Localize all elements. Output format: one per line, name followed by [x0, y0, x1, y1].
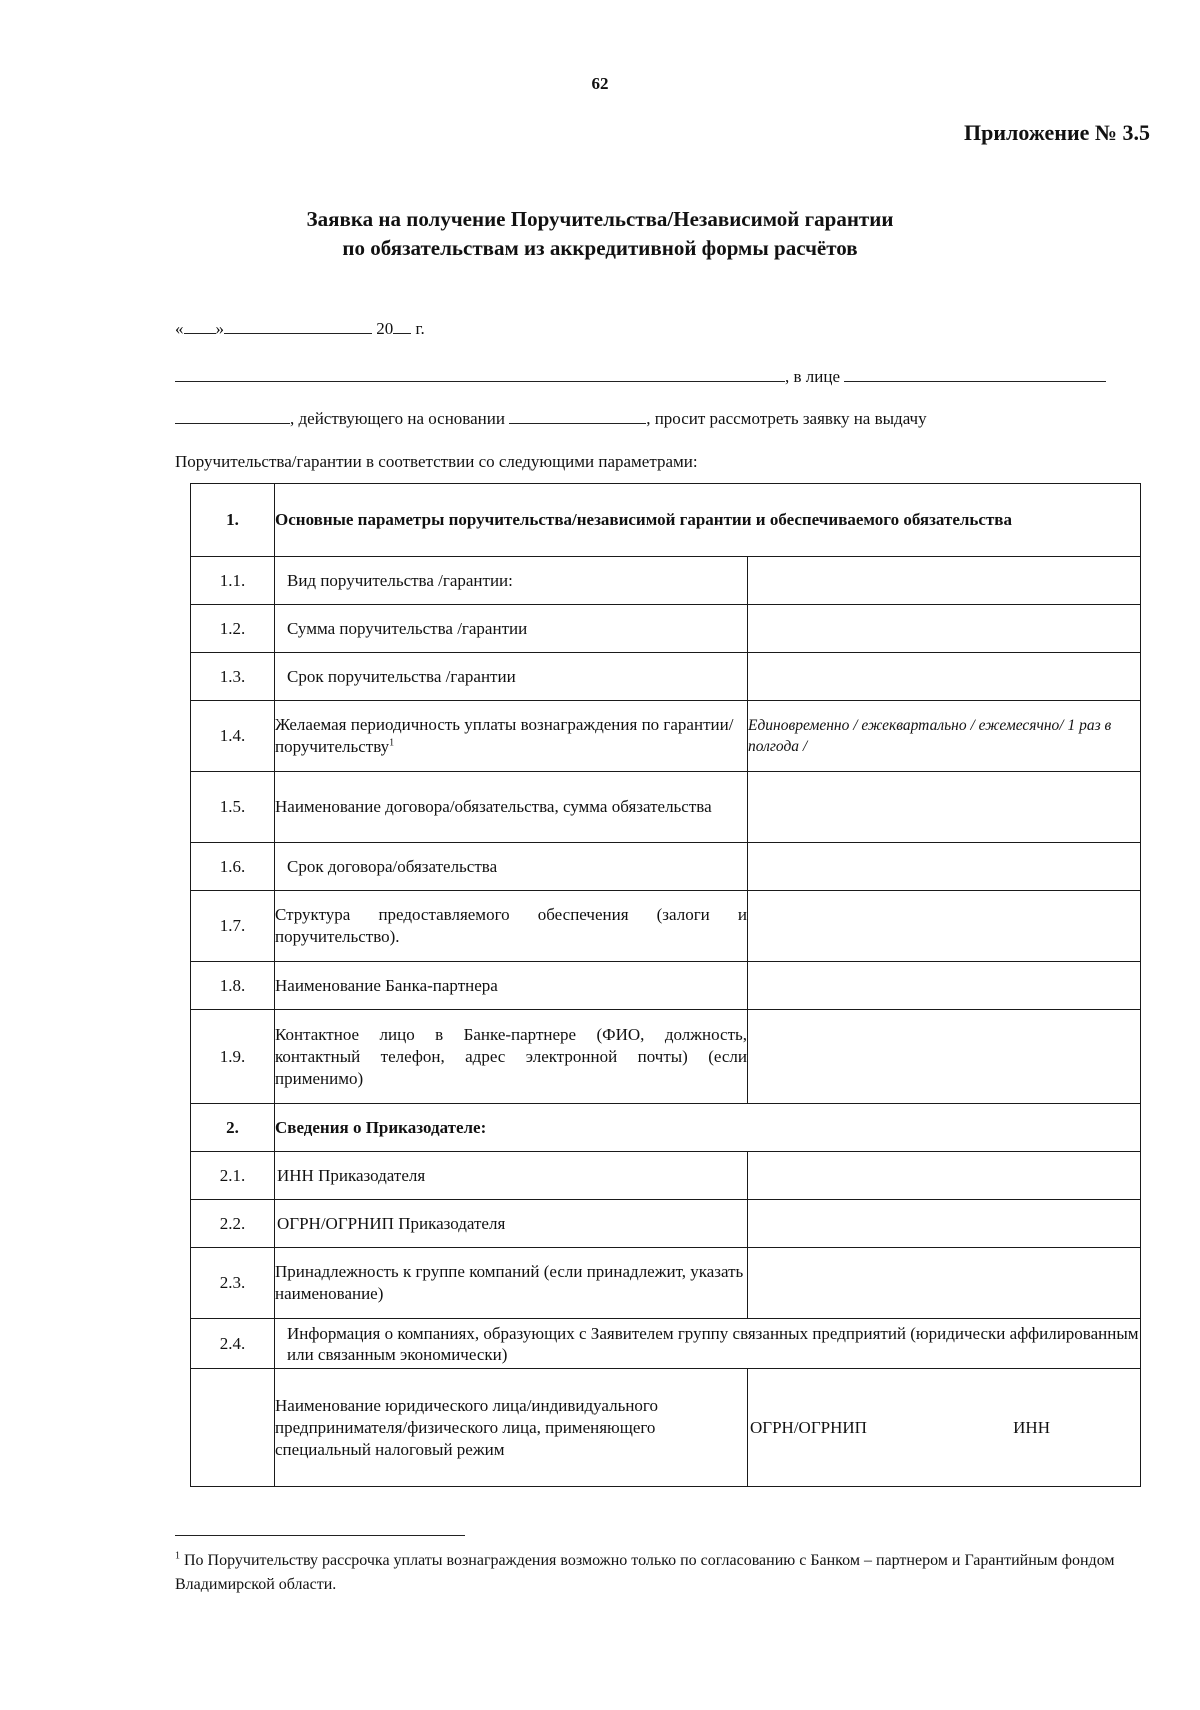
title-line-1: Заявка на получение Поручительства/Независимой гарантии: [306, 207, 894, 231]
row-number: 2.3.: [191, 1248, 275, 1319]
table-row: [191, 1104, 1141, 1152]
section-heading: Сведения о Приказодателе:: [275, 1104, 1141, 1152]
basis-document-field[interactable]: [509, 408, 646, 424]
date-day-field[interactable]: [184, 318, 216, 334]
page-number: 62: [591, 74, 609, 93]
date-year-field[interactable]: [393, 318, 411, 334]
row-number: 1.9.: [191, 1010, 275, 1104]
section-heading: Основные параметры поручительства/независимой гарантии и обеспечиваемого обязательства: [275, 484, 1141, 557]
row-label: Срок поручительства /гарантии: [275, 653, 748, 701]
represented-by-text: , в лице: [785, 367, 841, 386]
row-value-field[interactable]: [748, 772, 1141, 843]
row-value-field[interactable]: [748, 843, 1141, 891]
applicant-line: [175, 366, 1106, 387]
row-number: 1.1.: [191, 557, 275, 605]
affiliate-columns: [748, 1369, 1141, 1487]
row-number: 1.3.: [191, 653, 275, 701]
row-label-text: Желаемая периодичность уплаты вознаграждения по гарантии/поручительству: [275, 715, 734, 756]
row-number: 1.2.: [191, 605, 275, 653]
footnote-marker: 1: [389, 737, 395, 749]
row-value-field[interactable]: [748, 1200, 1141, 1248]
date-line: [175, 318, 425, 339]
table-row: [191, 653, 1141, 701]
table-row: [191, 557, 1141, 605]
table-row: [191, 1248, 1141, 1319]
applicant-name-field[interactable]: [175, 366, 785, 382]
requests-text: , просит рассмотреть заявку на выдачу: [646, 409, 927, 428]
table-row: [191, 1319, 1141, 1369]
footnote: [175, 1549, 1155, 1597]
row-number: 1.5.: [191, 772, 275, 843]
table-row: [191, 843, 1141, 891]
row-label: Вид поручительства /гарантии:: [275, 557, 748, 605]
table-row: [191, 962, 1141, 1010]
row-label: Наименование Банка-партнера: [275, 962, 748, 1010]
table-row: [191, 1200, 1141, 1248]
row-label: Наименование договора/обязательства, сумма обязательства: [275, 772, 748, 843]
table-row: [191, 605, 1141, 653]
table-row: [191, 891, 1141, 962]
row-label: Срок договора/обязательства: [275, 843, 748, 891]
representative-field[interactable]: [844, 366, 1106, 382]
row-label: Сумма поручительства /гарантии: [275, 605, 748, 653]
row-label: Принадлежность к группе компаний (если принадлежит, указать наименование): [275, 1248, 748, 1319]
row-number: 2.4.: [191, 1319, 275, 1369]
footnote-number: 1: [175, 1550, 180, 1562]
date-year-suffix: г.: [415, 319, 425, 338]
table-row: [191, 701, 1141, 772]
row-number: 2.: [191, 1104, 275, 1152]
date-year-prefix: 20: [376, 319, 394, 338]
table-row: [191, 1369, 1141, 1487]
row-value-field[interactable]: [748, 1248, 1141, 1319]
acting-on-basis-text: , действующего на основании: [290, 409, 505, 428]
payment-frequency-options[interactable]: Единовременно / ежеквартально / ежемесячно/ 1 раз в полгода /: [748, 701, 1141, 772]
params-intro: Поручительства/гарантии в соответствии со следующими параметрами:: [175, 452, 698, 471]
date-month-field[interactable]: [224, 318, 372, 334]
row-number: 2.2.: [191, 1200, 275, 1248]
guarantee-parameters-table: [190, 483, 1141, 1487]
row-value-field[interactable]: [748, 891, 1141, 962]
row-value-field[interactable]: [748, 1010, 1141, 1104]
footnote-text: По Поручительству рассрочка уплаты вознаграждения возможно только по согласованию с Банком – партнером и Гарантийным фондом Владимирской области.: [175, 1552, 1115, 1593]
row-value-field[interactable]: [748, 962, 1141, 1010]
row-value-field[interactable]: [748, 653, 1141, 701]
row-number: 1.8.: [191, 962, 275, 1010]
row-label: ОГРН/ОГРНИП Приказодателя: [275, 1200, 748, 1248]
title-line-2: по обязательствам из аккредитивной формы расчётов: [342, 236, 858, 260]
row-label: ИНН Приказодателя: [275, 1152, 748, 1200]
position-field[interactable]: [175, 408, 290, 424]
row-number: 1.6.: [191, 843, 275, 891]
row-number: 1.: [191, 484, 275, 557]
row-label: Наименование юридического лица/индивидуального предпринимателя/физического лица, применяющего специальный налоговый режим: [275, 1369, 748, 1487]
row-value-field[interactable]: [748, 557, 1141, 605]
row-label: Информация о компаниях, образующих с Заявителем группу связанных предприятий (юридически аффилированным или связанным экономически): [275, 1319, 1141, 1369]
table-row: [191, 1152, 1141, 1200]
row-label: [275, 701, 748, 772]
footnote-divider: [175, 1535, 465, 1536]
row-value-field[interactable]: [748, 605, 1141, 653]
row-label: Структура предоставляемого обеспечения (залоги и поручительство).: [275, 891, 748, 962]
row-number: 1.4.: [191, 701, 275, 772]
ogrn-column-label: ОГРН/ОГРНИП: [750, 1417, 867, 1437]
basis-line: [175, 408, 927, 429]
table-row: [191, 772, 1141, 843]
date-close-quote: »: [215, 319, 224, 338]
row-label: Контактное лицо в Банке-партнере (ФИО, должность, контактный телефон, адрес электронной почты) (если применимо): [275, 1010, 748, 1104]
appendix-label: Приложение № 3.5: [964, 120, 1150, 145]
inn-column-label: ИНН: [1013, 1417, 1050, 1437]
table-row: [191, 1010, 1141, 1104]
table-row: [191, 484, 1141, 557]
row-number: 1.7.: [191, 891, 275, 962]
date-open-quote: «: [175, 319, 184, 338]
row-value-field[interactable]: [748, 1152, 1141, 1200]
row-number: 2.1.: [191, 1152, 275, 1200]
document-title: [0, 205, 1200, 263]
row-number: [191, 1369, 275, 1487]
